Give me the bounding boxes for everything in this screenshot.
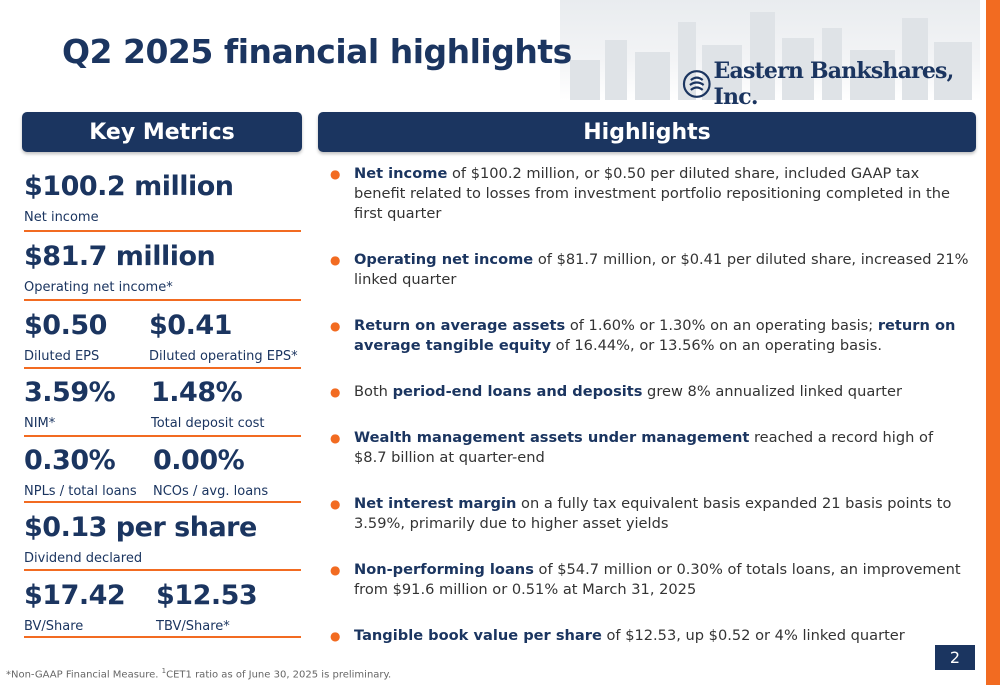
metric-cell [149,309,298,365]
highlight-text: grew 8% annualized linked quarter [642,383,902,400]
metric-value: 3.59% [24,377,116,408]
bullet-icon: ● [330,253,341,267]
highlight-text: Both [354,383,393,400]
metric-cell [24,579,125,635]
metric-label: Net income [24,210,99,225]
bullet-icon: ● [330,319,341,333]
metric-row-book-value [24,579,301,638]
highlight-text: of 16.44%, or 13.56% on an operating basis. [551,337,882,354]
highlight-term: Wealth management assets under management [354,429,750,446]
footnote-text: CET1 ratio as of June 30, 2025 is preliminary. [166,669,392,681]
metric-label: Total deposit cost [151,416,265,431]
metric-value: $81.7 million [24,241,216,272]
highlight-term: Tangible book value per share [354,627,602,644]
bullet-icon: ● [330,629,341,643]
metric-row-credit-quality [24,444,301,503]
highlight-item [330,560,970,600]
highlight-term: Operating net income [354,251,534,268]
metric-value: $12.53 [156,580,258,611]
highlight-text: of $12.53, up $0.52 or 4% linked quarter [601,627,905,644]
highlight-item [330,626,970,646]
footnote-superscript: 1 [161,667,167,675]
metric-label: NIM* [24,416,56,431]
company-logo [682,58,1000,110]
metric-value: $0.13 per share [24,512,257,543]
metric-value: $100.2 million [24,171,234,202]
highlight-text: of $100.2 million, or $0.50 per diluted share, included GAAP tax benefit related to losses from investment portfolio repositioning completed in the first quarter [354,165,950,222]
metric-cell [24,511,257,567]
metric-value: 0.00% [153,445,245,476]
highlight-item [330,164,970,224]
metric-label: NPLs / total loans [24,484,137,499]
metric-cell [24,170,234,226]
metric-cell [24,444,137,500]
highlight-term: Non-performing loans [354,561,534,578]
highlight-text: of 1.60% or 1.30% on an operating basis; [565,317,878,334]
metric-label: Diluted EPS [24,349,100,364]
metric-value: 0.30% [24,445,116,476]
bullet-icon: ● [330,167,341,181]
metric-label: Diluted operating EPS* [149,349,298,364]
highlight-text: of $81.7 million, or $0.41 per diluted share, increased 21% linked quarter [354,251,969,288]
bullet-icon: ● [330,563,341,577]
metric-value: $17.42 [24,580,126,611]
metric-label: TBV/Share* [156,619,230,634]
logo-text: Eastern Bankshares, Inc. [713,58,954,110]
highlight-text: on a fully tax equivalent basis expanded 21 basis points to 3.59%, primarily due to higher asset yields [354,495,952,532]
metric-row-net-income [24,170,301,232]
logo-icon [682,69,712,99]
metric-label: NCOs / avg. loans [153,484,269,499]
metric-label: BV/Share [24,619,84,634]
metric-cell [24,240,215,296]
highlight-item [330,428,970,468]
metric-row-eps [24,309,301,369]
highlights-list [330,164,970,672]
highlight-text: reached a record high of $8.7 billion at quarter-end [354,429,934,466]
bullet-icon: ● [330,431,341,445]
highlight-item [330,382,970,402]
metric-value: 1.48% [151,377,243,408]
highlight-item [330,316,970,356]
footnote-text: *Non-GAAP Financial Measure. [6,669,162,681]
metric-value: $0.41 [149,310,232,341]
highlight-text: of $54.7 million or 0.30% of totals loans, an improvement from $91.6 million or 0.51% at March 31, 2025 [354,561,961,598]
metric-row-nim [24,376,301,437]
bullet-icon: ● [330,385,341,399]
metric-cell [153,444,268,500]
highlight-term: Return on average assets [354,317,566,334]
metric-cell [151,376,265,432]
highlight-term: Net interest margin [354,495,517,512]
highlight-term: period-end loans and deposits [392,383,643,400]
metric-row-dividend [24,511,301,571]
metric-label: Dividend declared [24,551,143,566]
bullet-icon: ● [330,497,341,511]
metric-row-operating-net-income [24,240,301,301]
highlight-item [330,250,970,290]
page-title: Q2 2025 financial highlights [62,32,572,71]
metric-label: Operating net income* [24,280,173,295]
metric-cell [24,376,115,432]
footnote [6,667,391,680]
key-metrics-header: Key Metrics [22,112,302,152]
metric-cell [156,579,257,635]
metric-cell [24,309,107,365]
metric-value: $0.50 [24,310,107,341]
highlight-term: return on average tangible equity [354,317,956,354]
page-number: 2 [935,645,975,670]
highlight-term: Net income [354,165,448,182]
highlight-item [330,494,970,534]
highlights-header: Highlights [318,112,976,152]
